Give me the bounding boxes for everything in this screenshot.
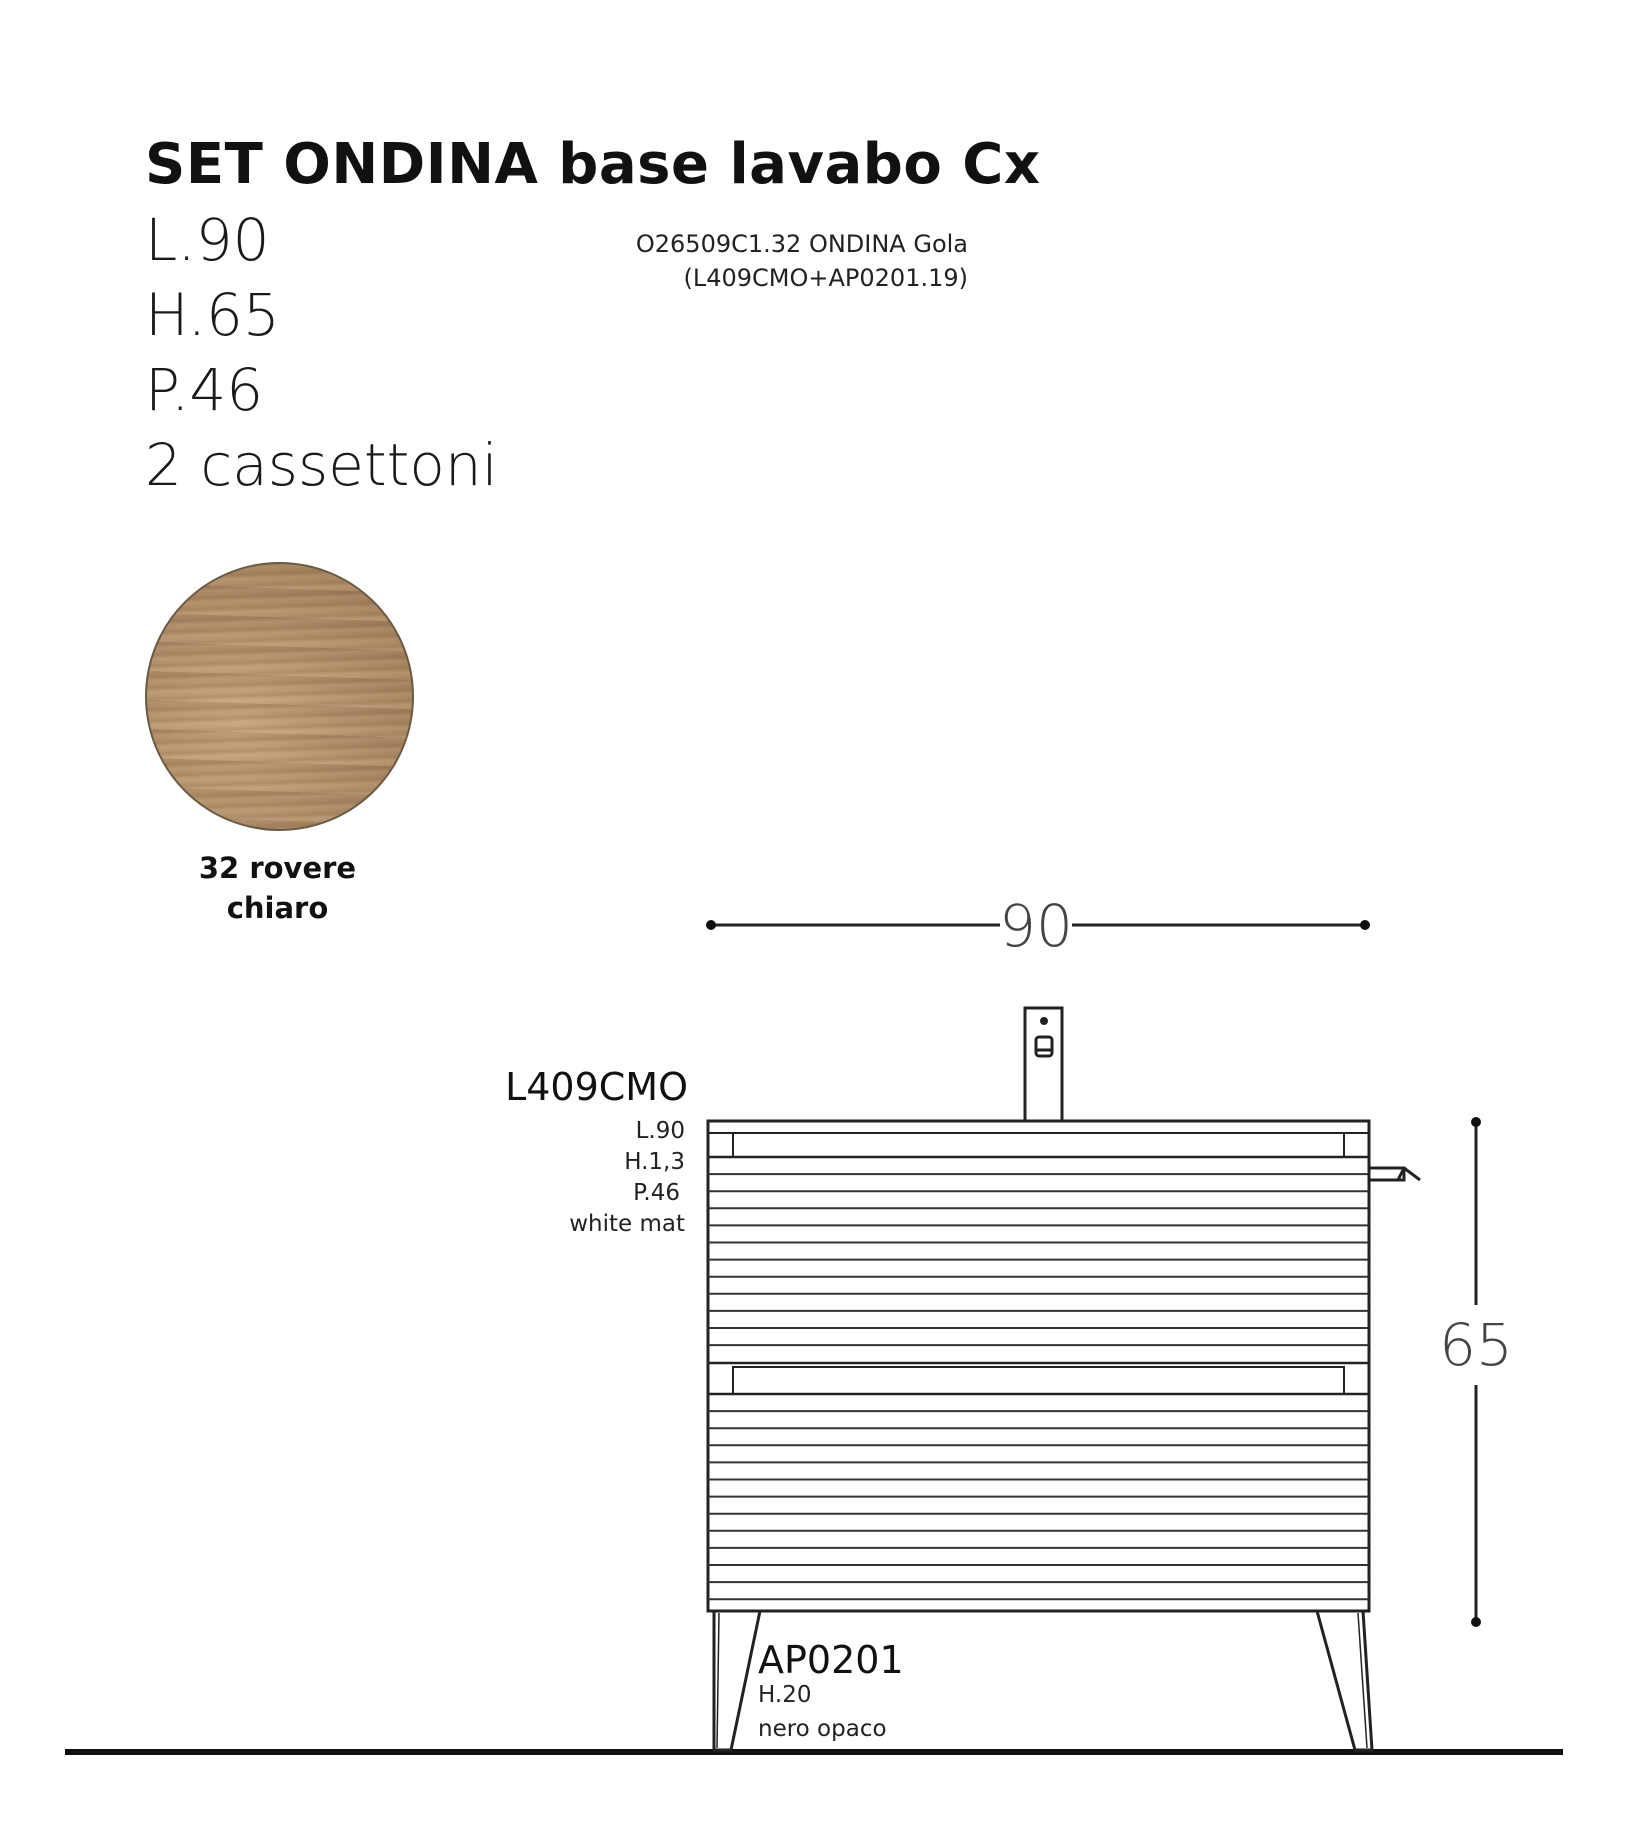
width-dimension (706, 892, 1370, 960)
article-composition: (L409CMO+AP0201.19) (683, 264, 968, 292)
cabinet (708, 1121, 1369, 1611)
article-code: O26509C1.32 ONDINA Gola (635, 230, 968, 258)
faucet (1025, 1008, 1062, 1121)
top-depth: P.46 (633, 1180, 680, 1206)
product-title: SET ONDINA base lavabo Cx (145, 132, 1041, 197)
spec-drawers: 2 cassettoni (145, 431, 498, 499)
spec-width: L.90 (145, 206, 270, 274)
side-bracket (1369, 1168, 1420, 1180)
top-finish: white mat (569, 1211, 685, 1237)
finish-label: 32 rovere chiaro (198, 851, 357, 925)
top-thickness: H.1,3 (624, 1149, 685, 1175)
height-dimension-label: 65 (1439, 1311, 1513, 1379)
top-code: L409CMO (505, 1065, 688, 1109)
spec-depth: P.46 (145, 356, 264, 424)
spec-height: H.65 (145, 281, 280, 349)
height-dimension (1439, 1117, 1513, 1627)
legs-finish: nero opaco (758, 1716, 887, 1742)
legs-code: AP0201 (758, 1638, 904, 1682)
legs-height: H.20 (758, 1682, 812, 1708)
width-dimension-label: 90 (999, 892, 1073, 960)
top-width: L.90 (635, 1118, 685, 1144)
